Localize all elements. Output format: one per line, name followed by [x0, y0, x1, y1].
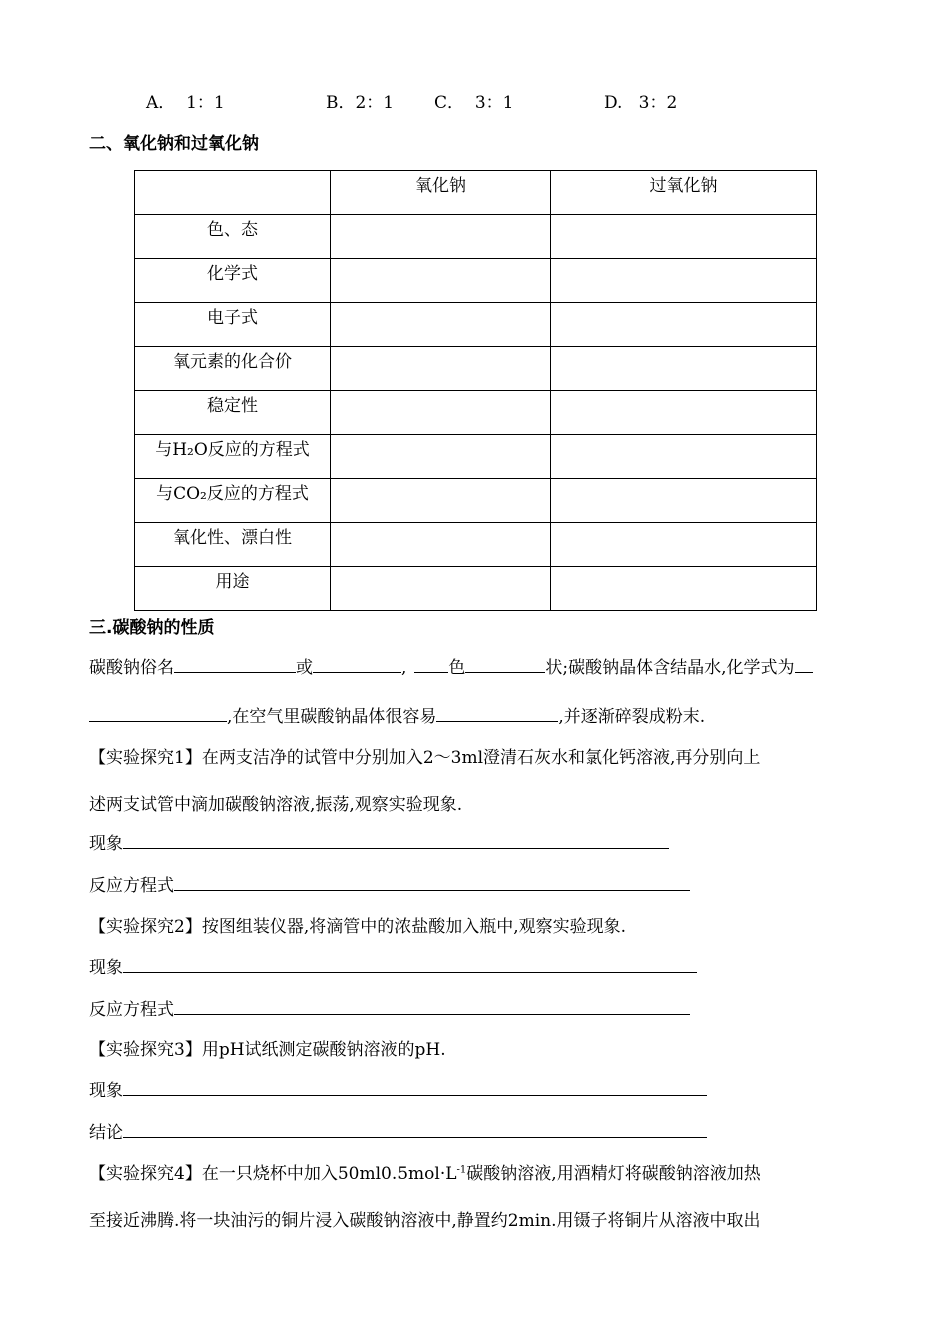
blank[interactable] — [436, 703, 558, 722]
answer-cell[interactable] — [331, 523, 551, 567]
experiment-tag: 【实验探究1】 — [89, 748, 202, 768]
answer-cell[interactable] — [551, 259, 817, 303]
label: 现象 — [89, 1081, 123, 1101]
experiment-tag: 【实验探究3】 — [89, 1040, 202, 1060]
row-label: 氧化性、漂白性 — [135, 523, 331, 567]
blank[interactable] — [795, 654, 813, 673]
table-header-row — [135, 171, 817, 215]
text: ,并逐渐碎裂成粉末. — [558, 707, 706, 727]
table-row — [135, 391, 817, 435]
answer-line[interactable] — [123, 1077, 707, 1096]
experiment-tag: 【实验探究4】 — [89, 1164, 202, 1184]
table-header-cell — [135, 171, 331, 215]
experiment-tag: 【实验探究2】 — [89, 917, 202, 937]
row-label: 用途 — [135, 567, 331, 611]
option-c: C． 3：1 — [434, 93, 514, 113]
phenomenon-row — [89, 1076, 707, 1101]
answer-cell[interactable] — [551, 347, 817, 391]
answer-cell[interactable] — [331, 347, 551, 391]
answer-cell[interactable] — [331, 391, 551, 435]
table-row — [135, 215, 817, 259]
text: 状;碳酸钠晶体含结晶水,化学式为 — [545, 658, 795, 678]
answer-line[interactable] — [123, 954, 697, 973]
phenomenon-row — [89, 953, 697, 978]
answer-cell[interactable] — [551, 435, 817, 479]
blank[interactable] — [313, 654, 401, 673]
answer-cell[interactable] — [551, 303, 817, 347]
text: 或 — [296, 658, 313, 678]
label: 现象 — [89, 958, 123, 978]
equation-row — [89, 871, 690, 896]
answer-cell[interactable] — [331, 479, 551, 523]
experiment-1 — [89, 743, 760, 768]
experiment-2 — [89, 912, 626, 937]
conclusion-row — [89, 1118, 707, 1143]
label: 反应方程式 — [89, 876, 174, 896]
option-b: B．2：1 — [326, 93, 395, 113]
answer-line[interactable] — [123, 830, 669, 849]
section-title: 二、氧化钠和过氧化钠 — [89, 134, 259, 154]
section-title: 三.碳酸钠的性质 — [89, 618, 215, 638]
answer-cell[interactable] — [331, 259, 551, 303]
text: 碳酸钠俗名 — [89, 658, 174, 678]
answer-cell[interactable] — [331, 303, 551, 347]
table-row — [135, 567, 817, 611]
table-row — [135, 259, 817, 303]
row-label: 色、态 — [135, 215, 331, 259]
answer-line[interactable] — [123, 1119, 707, 1138]
answer-cell[interactable] — [551, 215, 817, 259]
table-row — [135, 523, 817, 567]
table-row — [135, 347, 817, 391]
answer-cell[interactable] — [551, 479, 817, 523]
text: 在两支洁净的试管中分别加入2～3ml澄清石灰水和氯化钙溶液,再分别向上 — [201, 748, 761, 768]
fill-blank-line — [89, 702, 705, 727]
answer-line[interactable] — [174, 996, 690, 1015]
experiment-3 — [89, 1035, 446, 1060]
table-row — [135, 303, 817, 347]
blank[interactable] — [174, 654, 296, 673]
text: 在一只烧杯中加入50ml0.5mol·L — [201, 1164, 457, 1184]
row-label: 电子式 — [135, 303, 331, 347]
answer-cell[interactable] — [331, 435, 551, 479]
option-d: D. 3：2 — [604, 93, 678, 113]
blank[interactable] — [89, 703, 227, 722]
text: 色 — [448, 658, 466, 678]
option-a: A． 1：1 — [146, 93, 225, 113]
equation-row — [89, 995, 690, 1020]
answer-cell[interactable] — [551, 523, 817, 567]
experiment-1-cont: 述两支试管中滴加碳酸钠溶液,振荡,观察实验现象. — [89, 795, 463, 815]
table-row — [135, 479, 817, 523]
row-label: 与CO₂反应的方程式 — [135, 479, 331, 523]
text: , — [401, 658, 407, 678]
superscript: -1 — [456, 1164, 467, 1176]
answer-cell[interactable] — [331, 215, 551, 259]
table-header-cell: 氧化钠 — [331, 171, 551, 215]
phenomenon-row — [89, 829, 669, 854]
text: ,在空气里碳酸钠晶体很容易 — [227, 707, 437, 727]
fill-blank-line — [89, 653, 813, 678]
blank[interactable] — [465, 654, 545, 673]
blank[interactable] — [414, 654, 448, 673]
table-row — [135, 435, 817, 479]
answer-cell[interactable] — [331, 567, 551, 611]
row-label: 氧元素的化合价 — [135, 347, 331, 391]
row-label: 化学式 — [135, 259, 331, 303]
label: 结论 — [89, 1123, 123, 1143]
label: 反应方程式 — [89, 1000, 174, 1020]
answer-line[interactable] — [174, 872, 690, 891]
row-label: 与H₂O反应的方程式 — [135, 435, 331, 479]
experiment-4 — [89, 1159, 761, 1184]
comparison-table — [134, 170, 817, 611]
label: 现象 — [89, 834, 123, 854]
answer-cell[interactable] — [551, 567, 817, 611]
text: 碳酸钠溶液,用酒精灯将碳酸钠溶液加热 — [466, 1164, 761, 1184]
text: 用pH试纸测定碳酸钠溶液的pH. — [201, 1040, 446, 1060]
answer-cell[interactable] — [551, 391, 817, 435]
row-label: 稳定性 — [135, 391, 331, 435]
experiment-4-cont: 至接近沸腾.将一块油污的铜片浸入碳酸钠溶液中,静置约2min.用镊子将铜片从溶液中取出 — [89, 1211, 761, 1231]
table-header-cell: 过氧化钠 — [551, 171, 817, 215]
text: 按图组装仪器,将滴管中的浓盐酸加入瓶中,观察实验现象. — [201, 917, 627, 937]
